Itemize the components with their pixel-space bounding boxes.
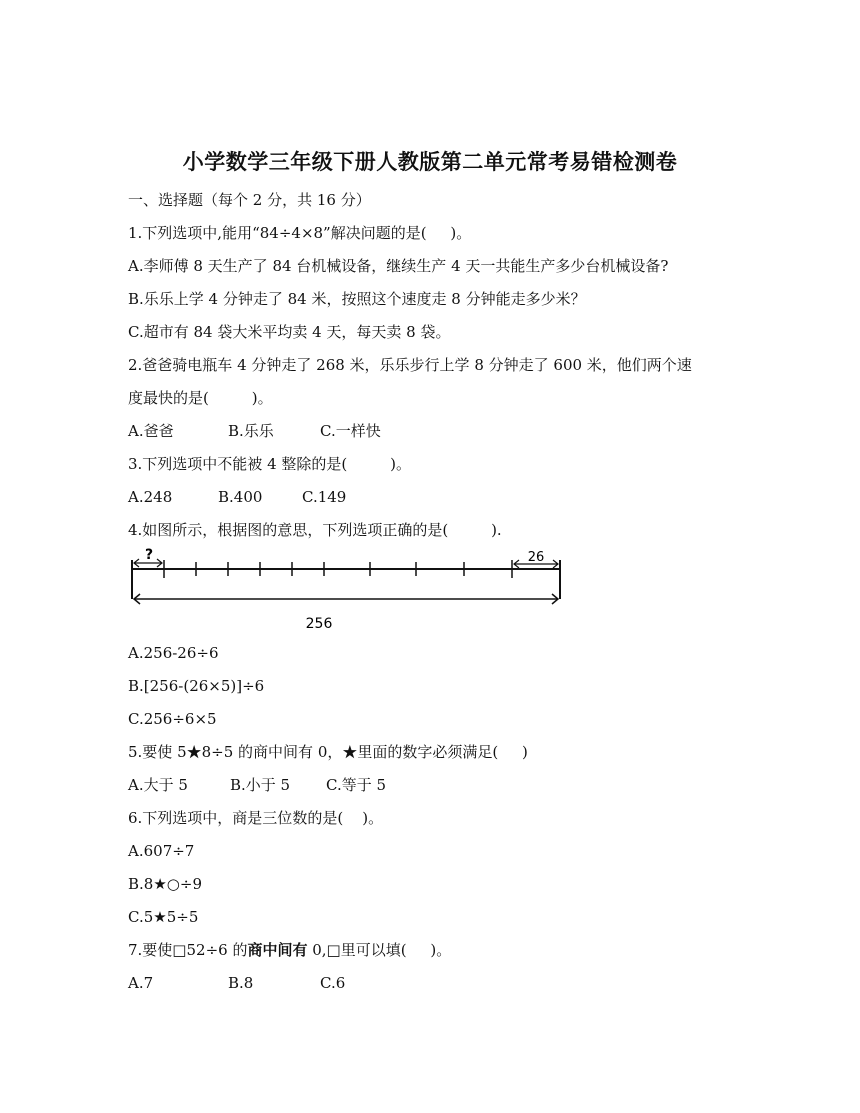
question-2-stem-line1: 2.爸爸骑电瓶车 4 分钟走了 268 米，乐乐步行上学 8 分钟走了 600 米，他们两个速	[128, 356, 692, 374]
question-6-option-c: C.5★5÷5	[128, 908, 199, 926]
question-7-stem-end: 0,□里可以填( )。	[307, 941, 452, 959]
question-3-options	[128, 487, 346, 507]
question-5-option-c: C.等于 5	[326, 776, 387, 794]
segment-diagram	[126, 548, 570, 638]
question-3-option-a: A.248	[128, 488, 173, 506]
question-7-stem	[128, 940, 451, 960]
question-1-option-a: A.李师傅 8 天生产了 84 台机械设备，继续生产 4 天一共能生产多少台机械设备?	[128, 257, 669, 275]
question-6-option-b: B.8★○÷9	[128, 875, 202, 893]
question-3-option-b: B.400	[218, 488, 263, 506]
question-7-option-c: C.6	[320, 974, 346, 992]
question-2-option-a: A.爸爸	[128, 422, 174, 440]
question-1-option-c: C.超市有 84 袋大米平均卖 4 天，每天卖 8 袋。	[128, 323, 451, 341]
total-length-label: 256	[305, 616, 333, 632]
question-2-options	[128, 421, 381, 441]
question-1-stem: 1.下列选项中,能用“84÷4×8”解决问题的是( )。	[128, 224, 472, 242]
question-2-stem-line2: 度最快的是( )。	[128, 389, 273, 407]
question-7-stem-start: 7.要使□52÷6 的	[128, 941, 248, 959]
question-7-option-a: A.7	[128, 974, 154, 992]
question-7-option-b: B.8	[228, 974, 254, 992]
question-5-options	[128, 775, 386, 795]
question-4-option-a: A.256-26÷6	[128, 644, 219, 662]
section-heading: 一、选择题（每个 2 分，共 16 分）	[128, 191, 371, 209]
question-7-options	[128, 973, 345, 993]
question-4-option-b: B.[256-(26×5)]÷6	[128, 677, 265, 695]
question-3-option-c: C.149	[302, 488, 347, 506]
page-title: 小学数学三年级下册人教版第二单元常考易错检测卷	[182, 150, 678, 174]
question-7-stem-emphasis: 商中间有	[247, 941, 308, 959]
question-5-option-b: B.小于 5	[230, 776, 291, 794]
question-6-stem: 6.下列选项中，商是三位数的是( )。	[128, 809, 384, 827]
question-6-option-a: A.607÷7	[128, 842, 195, 860]
segment-length-label: 26	[527, 550, 545, 565]
question-1-option-b: B.乐乐上学 4 分钟走了 84 米，按照这个速度走 8 分钟能走多少米？	[128, 290, 586, 308]
question-5-stem: 5.要使 5★8÷5 的商中间有 0，★里面的数字必须满足( )	[128, 743, 528, 761]
question-5-option-a: A.大于 5	[128, 776, 188, 794]
question-mark-label: ?	[144, 548, 154, 563]
question-2-option-c: C.一样快	[320, 422, 381, 440]
question-2-option-b: B.乐乐	[228, 422, 274, 440]
question-3-stem: 3.下列选项中不能被 4 整除的是( )。	[128, 455, 412, 473]
question-4-stem: 4.如图所示，根据图的意思，下列选项正确的是( ).	[128, 521, 502, 539]
question-4-option-c: C.256÷6×5	[128, 710, 217, 728]
